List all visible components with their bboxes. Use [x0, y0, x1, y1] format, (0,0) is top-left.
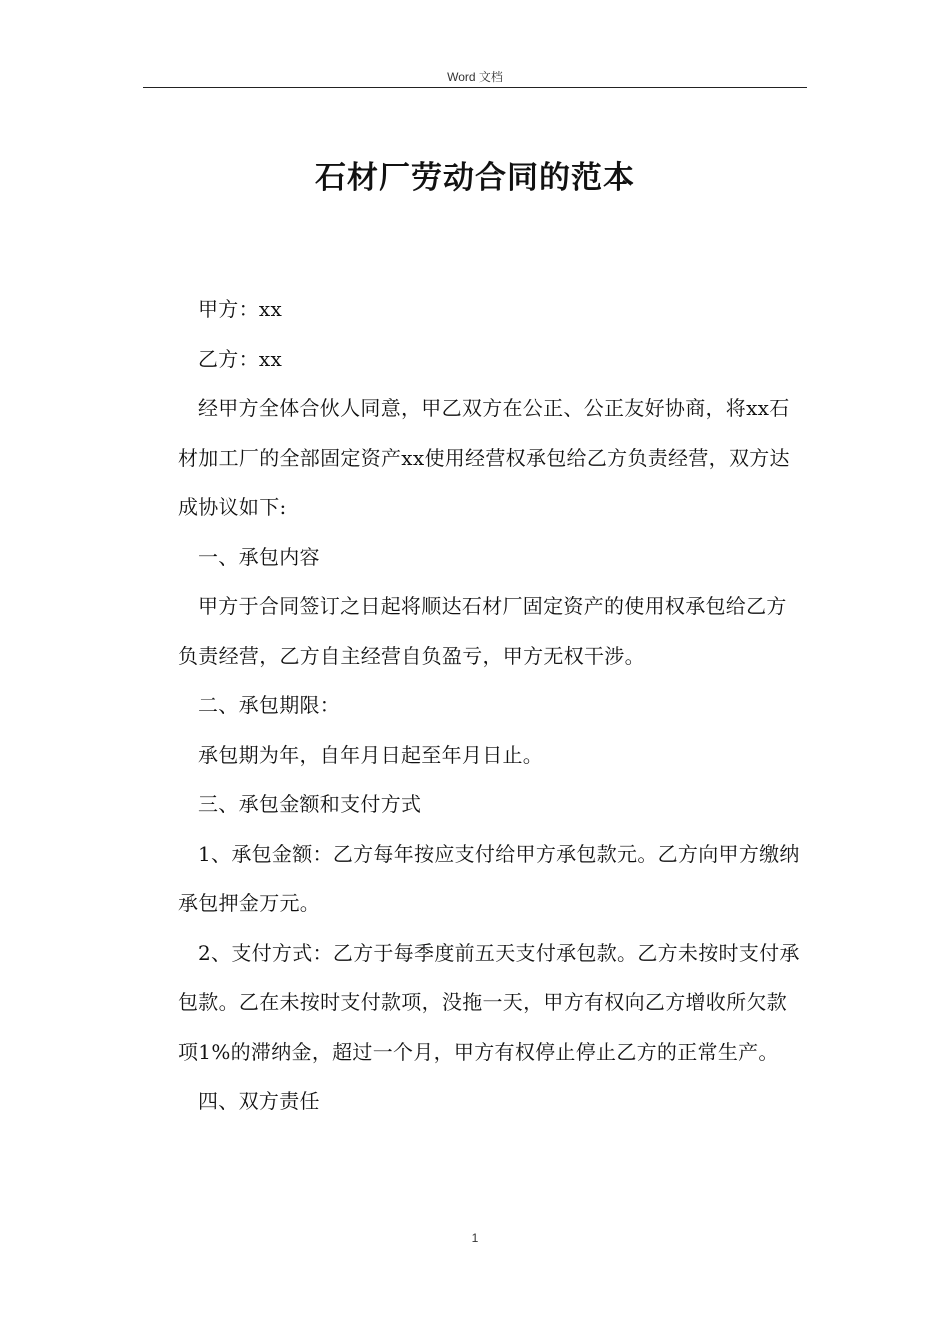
- section-heading-2: 二、承包期限：: [198, 693, 341, 717]
- document-body: [178, 285, 806, 1127]
- section-2-paragraph: 承包期为年，自年月日起至年月日止。: [198, 742, 544, 767]
- section-heading-3: 三、承包金额和支付方式: [198, 792, 422, 816]
- page-number: 1: [471, 1231, 479, 1245]
- section-3-item-1: 1、承包金额：乙方每年按应支付给甲方承包款元。乙方向甲方缴纳承包押金万元。: [178, 841, 800, 915]
- page-header: Word 文档: [447, 70, 503, 84]
- section-3-item-2: 2、支付方式：乙方于每季度前五天支付承包款。乙方未按时支付承包款。乙在未按时支付款项，没拖一天，甲方有权向乙方增收所欠款项1%的滞纳金，超过一个月，甲方有权停止停止乙方的正常生产。: [178, 940, 800, 1064]
- section-heading-1: 一、承包内容: [198, 544, 320, 569]
- document-title: 石材厂劳动合同的范本: [315, 160, 635, 196]
- section-1-paragraph: 甲方于合同签订之日起将顺达石材厂固定资产的使用权承包给乙方负责经营，乙方自主经营自负盈亏，甲方无权干涉。: [178, 594, 787, 668]
- intro-paragraph: 经甲方全体合伙人同意，甲乙双方在公正、公正友好协商，将xx石材加工厂的全部固定资产xx使用经营权承包给乙方负责经营，双方达成协议如下:: [178, 396, 790, 519]
- party-b-line: 乙方：xx: [198, 346, 283, 371]
- section-heading-4: 四、双方责任: [198, 1089, 320, 1113]
- party-a-line: 甲方：xx: [198, 297, 283, 321]
- header-divider: [143, 87, 807, 88]
